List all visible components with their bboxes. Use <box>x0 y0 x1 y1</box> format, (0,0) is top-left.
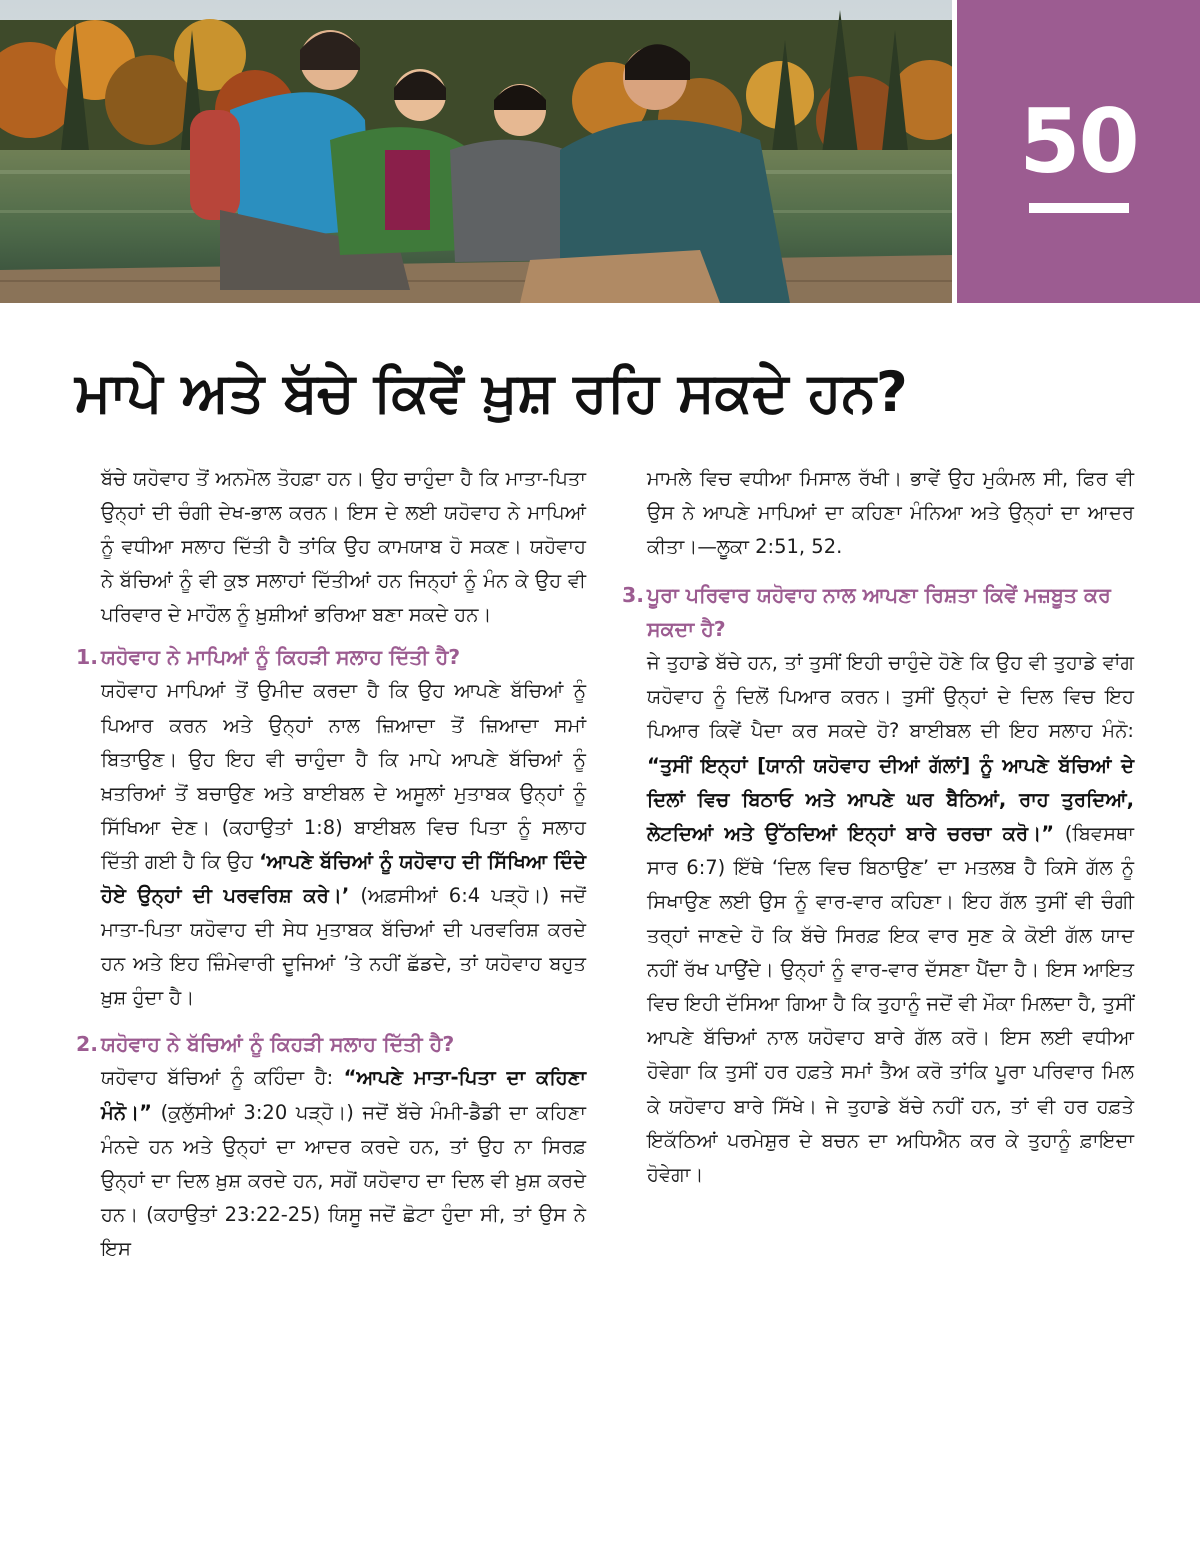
section-3-text-b: (ਬਿਵਸਥਾ ਸਾਰ 6:7) ਇੱਥੇ ‘ਦਿਲ ਵਿਚ ਬਿਠਾਉਣ’ ਦਾ ਮਤਲਬ ਹੈ ਕਿਸੇ ਗੱਲ ਨੂੰ ਸਿਖਾਉਣ ਲਈ ਉਸ ਨੂੰ ਵਾਰ-ਵਾਰ ਕਹਿਣਾ। ਇਹ ਗੱਲ ਤੁਸੀਂ ਵੀ ਚੰਗੀ ਤਰ੍ਹਾਂ ਜਾਣਦੇ ਹੋ ਕਿ ਬੱਚੇ ਸਿਰਫ਼ ਇਕ ਵਾਰ ਸੁਣ ਕੇ ਕੋਈ ਗੱਲ ਯਾਦ ਨਹੀਂ ਰੱਖ ਪਾਉਂਦੇ। ਉਨ੍ਹਾਂ ਨੂੰ ਵਾਰ-ਵਾਰ ਦੱਸਣਾ ਪੈਂਦਾ ਹੈ। ਇਸ ਆਇਤ ਵਿਚ ਇਹੀ ਦੱਸਿਆ ਗਿਆ ਹੈ ਕਿ ਤੁਹਾਨੂੰ ਜਦੋਂ ਵੀ ਮੌਕਾ ਮਿਲਦਾ ਹੈ, ਤੁਸੀਂ ਆਪਣੇ ਬੱਚਿਆਂ ਨਾਲ ਯਹੋਵਾਹ ਬਾਰੇ ਗੱਲ ਕਰੋ। ਇਸ ਲਈ ਵਧੀਆ ਹੋਵੇਗਾ ਕਿ ਤੁਸੀਂ ਹਰ ਹਫ਼ਤੇ ਸਮਾਂ ਤੈਅ ਕਰੋ ਤਾਂਕਿ ਪੂਰਾ ਪਰਿਵਾਰ ਮਿਲ ਕੇ ਯਹੋਵਾਹ ਬਾਰੇ ਸਿੱਖੇ। ਜੇ ਤੁਹਾਡੇ ਬੱਚੇ ਨਹੀਂ ਹਨ, ਤਾਂ ਵੀ ਹਰ ਹਫ਼ਤੇ ਇਕੱਠਿਆਂ ਪਰਮੇਸ਼ੁਰ ਦੇ ਬਚਨ ਦਾ ਅਧਿਐਨ ਕਰ ਕੇ ਤੁਹਾਨੂੰ ਫ਼ਾਇਦਾ ਹੋਵੇਗਾ। <box>647 821 1134 1186</box>
section-2-text-a: ਯਹੋਵਾਹ ਬੱਚਿਆਂ ਨੂੰ ਕਹਿੰਦਾ ਹੈ: <box>101 1066 344 1090</box>
section-1-text-b: (ਅਫ਼ਸੀਆਂ 6:4 ਪੜ੍ਹੋ।) ਜਦੋਂ ਮਾਤਾ-ਪਿਤਾ ਯਹੋਵਾਹ ਦੀ ਸੇਧ ਮੁਤਾਬਕ ਬੱਚਿਆਂ ਦੀ ਪਰਵਰਿਸ਼ ਕਰਦੇ ਹਨ ਅਤੇ ਇਹ ਜ਼ਿੰਮੇਵਾਰੀ ਦੂਜਿਆਂ ’ਤੇ ਨਹੀਂ ਛੱਡਦੇ, ਤਾਂ ਯਹੋਵਾਹ ਬਹੁਤ ਖ਼ੁਸ਼ ਹੁੰਦਾ ਹੈ। <box>101 884 587 1010</box>
question-number: 3. <box>622 583 645 608</box>
section-1-paragraph <box>76 674 586 1015</box>
lesson-number-badge <box>957 0 1200 303</box>
right-column <box>622 462 1134 1192</box>
section-3-paragraph <box>622 646 1134 1192</box>
section-2-continuation: ਮਾਮਲੇ ਵਿਚ ਵਧੀਆ ਮਿਸਾਲ ਰੱਖੀ। ਭਾਵੇਂ ਉਹ ਮੁਕੰਮਲ ਸੀ, ਫਿਰ ਵੀ ਉਸ ਨੇ ਆਪਣੇ ਮਾਪਿਆਂ ਦਾ ਕਹਿਣਾ ਮੰਨਿਆ ਅਤੇ ਉਨ੍ਹਾਂ ਦਾ ਆਦਰ ਕੀਤਾ।—ਲੂਕਾ 2:51, 52. <box>647 467 1134 559</box>
lesson-number: 50 <box>1019 90 1138 193</box>
section-3-bold-quote: “ਤੁਸੀਂ ਇਨ੍ਹਾਂ [ਯਾਨੀ ਯਹੋਵਾਹ ਦੀਆਂ ਗੱਲਾਂ] ਨੂੰ ਆਪਣੇ ਬੱਚਿਆਂ ਦੇ ਦਿਲਾਂ ਵਿਚ ਬਿਠਾਓ ਅਤੇ ਆਪਣੇ ਘਰ ਬੈਠਿਆਂ, ਰਾਹ ਤੁਰਦਿਆਂ, ਲੇਟਦਿਆਂ ਅਤੇ ਉੱਠਦਿਆਂ ਇਨ੍ਹਾਂ ਬਾਰੇ ਚਰਚਾ ਕਰੋ।” <box>647 753 1134 845</box>
badge-underline <box>1029 203 1129 213</box>
question-text: ਯਹੋਵਾਹ ਨੇ ਬੱਚਿਆਂ ਨੂੰ ਕਿਹੜੀ ਸਲਾਹ ਦਿੱਤੀ ਹੈ? <box>101 1032 455 1057</box>
section-2-text-b: (ਕੁਲੁੱਸੀਆਂ 3:20 ਪੜ੍ਹੋ।) ਜਦੋਂ ਬੱਚੇ ਮੰਮੀ-ਡੈਡੀ ਦਾ ਕਹਿਣਾ ਮੰਨਦੇ ਹਨ ਅਤੇ ਉਨ੍ਹਾਂ ਦਾ ਆਦਰ ਕਰਦੇ ਹਨ, ਤਾਂ ਉਹ ਨਾ ਸਿਰਫ਼ ਉਨ੍ਹਾਂ ਦਾ ਦਿਲ ਖ਼ੁਸ਼ ਕਰਦੇ ਹਨ, ਸਗੋਂ ਯਹੋਵਾਹ ਦਾ ਦਿਲ ਵੀ ਖ਼ੁਸ਼ ਕਰਦੇ ਹਨ। (ਕਹਾਉਤਾਂ 23:22-25) ਯਿਸੂ ਜਦੋਂ ਛੋਟਾ ਹੁੰਦਾ ਸੀ, ਤਾਂ ਉਸ ਨੇ ਇਸ <box>101 1100 586 1260</box>
page-title: ਮਾਪੇ ਅਤੇ ਬੱਚੇ ਕਿਵੇਂ ਖ਼ੁਸ਼ ਰਹਿ ਸਕਦੇ ਹਨ? <box>75 360 908 424</box>
family-by-lake-illustration <box>0 0 952 303</box>
section-1-bold-quote: ‘ਆਪਣੇ ਬੱਚਿਆਂ ਨੂੰ ਯਹੋਵਾਹ ਦੀ ਸਿੱਖਿਆ ਦਿੰਦੇ ਹੋਏ ਉਨ੍ਹਾਂ ਦੀ ਪਰਵਰਿਸ਼ ਕਰੇ।’ <box>101 849 586 908</box>
question-text: ਯਹੋਵਾਹ ਨੇ ਮਾਪਿਆਂ ਨੂੰ ਕਿਹੜੀ ਸਲਾਹ ਦਿੱਤੀ ਹੈ? <box>101 645 461 670</box>
question-number: 2. <box>76 1032 99 1057</box>
intro-paragraph: ਬੱਚੇ ਯਹੋਵਾਹ ਤੋਂ ਅਨਮੋਲ ਤੋਹਫ਼ਾ ਹਨ। ਉਹ ਚਾਹੁੰਦਾ ਹੈ ਕਿ ਮਾਤਾ-ਪਿਤਾ ਉਨ੍ਹਾਂ ਦੀ ਚੰਗੀ ਦੇਖ-ਭਾਲ ਕਰਨ। ਇਸ ਦੇ ਲਈ ਯਹੋਵਾਹ ਨੇ ਮਾਪਿਆਂ ਨੂੰ ਵਧੀਆ ਸਲਾਹ ਦਿੱਤੀ ਹੈ ਤਾਂਕਿ ਉਹ ਕਾਮਯਾਬ ਹੋ ਸਕਣ। ਯਹੋਵਾਹ ਨੇ ਬੱਚਿਆਂ ਨੂੰ ਵੀ ਕੁਝ ਸਲਾਹਾਂ ਦਿੱਤੀਆਂ ਹਨ ਜਿਨ੍ਹਾਂ ਨੂੰ ਮੰਨ ਕੇ ਉਹ ਵੀ ਪਰਿਵਾਰ ਦੇ ਮਾਹੌਲ ਨੂੰ ਖ਼ੁਸ਼ੀਆਂ ਭਰਿਆ ਬਣਾ ਸਕਦੇ ਹਨ। <box>101 467 586 627</box>
question-number: 1. <box>76 645 99 670</box>
question-2-heading <box>76 1027 586 1061</box>
section-2-bold-quote: “ਆਪਣੇ ਮਾਤਾ-ਪਿਤਾ ਦਾ ਕਹਿਣਾ ਮੰਨੋ।” <box>101 1066 587 1124</box>
left-column <box>76 462 586 1266</box>
section-2-paragraph <box>76 1061 586 1266</box>
question-3-heading <box>622 578 1134 646</box>
section-3-text-a: ਜੇ ਤੁਹਾਡੇ ਬੱਚੇ ਹਨ, ਤਾਂ ਤੁਸੀਂ ਇਹੀ ਚਾਹੁੰਦੇ ਹੋਣੇ ਕਿ ਉਹ ਵੀ ਤੁਹਾਡੇ ਵਾਂਗ ਯਹੋਵਾਹ ਨੂੰ ਦਿਲੋਂ ਪਿਆਰ ਕਰਨ। ਤੁਸੀਂ ਉਨ੍ਹਾਂ ਦੇ ਦਿਲ ਵਿਚ ਇਹ ਪਿਆਰ ਕਿਵੇਂ ਪੈਦਾ ਕਰ ਸਕਦੇ ਹੋ? ਬਾਈਬਲ ਦੀ ਇਹ ਸਲਾਹ ਮੰਨੋ: <box>647 651 1134 743</box>
section-1-text-a: ਯਹੋਵਾਹ ਮਾਪਿਆਂ ਤੋਂ ਉਮੀਦ ਕਰਦਾ ਹੈ ਕਿ ਉਹ ਆਪਣੇ ਬੱਚਿਆਂ ਨੂੰ ਪਿਆਰ ਕਰਨ ਅਤੇ ਉਨ੍ਹਾਂ ਨਾਲ ਜ਼ਿਆਦਾ ਤੋਂ ਜ਼ਿਆਦਾ ਸਮਾਂ ਬਿਤਾਉਣ। ਉਹ ਇਹ ਵੀ ਚਾਹੁੰਦਾ ਹੈ ਕਿ ਮਾਪੇ ਆਪਣੇ ਬੱਚਿਆਂ ਨੂੰ ਖ਼ਤਰਿਆਂ ਤੋਂ ਬਚਾਉਣ ਅਤੇ ਬਾਈਬਲ ਦੇ ਅਸੂਲਾਂ ਮੁਤਾਬਕ ਉਨ੍ਹਾਂ ਨੂੰ ਸਿੱਖਿਆ ਦੇਣ। (ਕਹਾਉਤਾਂ 1:8) ਬਾਈਬਲ ਵਿਚ ਪਿਤਾ ਨੂੰ ਸਲਾਹ ਦਿੱਤੀ ਗਈ ਹੈ ਕਿ ਉਹ <box>101 679 586 873</box>
question-1-heading <box>76 640 586 674</box>
question-text: ਪੂਰਾ ਪਰਿਵਾਰ ਯਹੋਵਾਹ ਨਾਲ ਆਪਣਾ ਰਿਸ਼ਤਾ ਕਿਵੇਂ ਮਜ਼ਬੂਤ ਕਰ ਸਕਦਾ ਹੈ? <box>647 583 1111 642</box>
hero-photo <box>0 0 952 303</box>
